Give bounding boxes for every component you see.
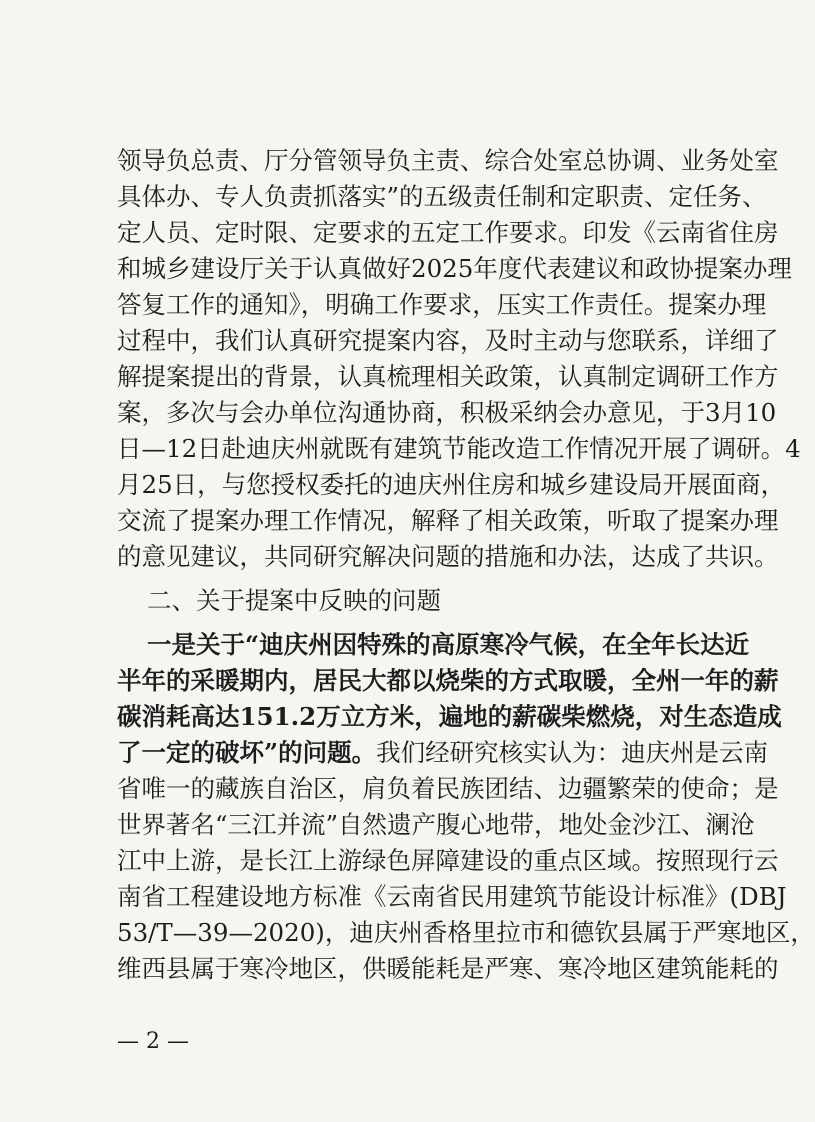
mixed-line xyxy=(117,736,769,770)
bold-line-1: 一是关于“迪庆州因特殊的高原寒冷气候，在全年长达近 xyxy=(147,630,750,659)
body-line-3: 定人员、定时限、定要求的五定工作要求。印发《云南省住房 xyxy=(117,218,779,247)
body-line-11: 交流了提案办理工作情况，解释了相关政策，听取了提案办理 xyxy=(117,506,779,535)
tail-line-6: 维西县属于寒冷地区，供暖能耗是严寒、寒冷地区建筑能耗的 xyxy=(117,954,779,983)
mixed-line-bold: 了一定的破坏”的问题。 xyxy=(117,738,377,767)
tail-line-3: 江中上游，是长江上游绿色屏障建设的重点区域。按照现行云 xyxy=(117,846,779,875)
body-line-4: 和城乡建设厅关于认真做好2025年度代表建议和政协提案办理 xyxy=(117,254,792,283)
body-line-10: 月25日，与您授权委托的迪庆州住房和城乡建设局开展面商， xyxy=(117,470,786,499)
tail-line-4: 南省工程建设地方标准《云南省民用建筑节能设计标准》(DBJ xyxy=(117,882,787,911)
body-line-8: 案，多次与会办单位沟通协商，积极采纳会办意见，于3月10 xyxy=(117,398,777,427)
body-line-2: 具体办、专人负责抓落实”的五级责任制和定职责、定任务、 xyxy=(117,182,767,211)
body-line-9: 日—12日赴迪庆州就既有建筑节能改造工作情况开展了调研。4 xyxy=(117,434,801,463)
tail-line-1: 省唯一的藏族自治区，肩负着民族团结、边疆繁荣的使命；是 xyxy=(117,774,779,803)
body-line-6: 过程中，我们认真研究提案内容，及时主动与您联系，详细了 xyxy=(117,326,779,355)
tail-line-2: 世界著名“三江并流”自然遗产腹心地带，地处金沙江、澜沧 xyxy=(117,810,755,839)
tail-line-5: 53/T—39—2020)，迪庆州香格里拉市和德钦县属于严寒地区， xyxy=(117,918,815,947)
body-line-7: 解提案提出的背景，认真梳理相关政策，认真制定调研工作方 xyxy=(117,362,779,391)
section-heading: 二、关于提案中反映的问题 xyxy=(147,586,441,615)
body-line-1: 领导负总责、厅分管领导负主责、综合处室总协调、业务处室 xyxy=(117,146,779,175)
page-number: — 2 — xyxy=(117,1029,189,1054)
mixed-line-normal: 我们经研究核实认为：迪庆州是云南 xyxy=(376,738,769,767)
bold-line-2: 半年的采暖期内，居民大都以烧柴的方式取暖，全州一年的薪 xyxy=(117,666,779,695)
body-line-12: 的意见建议，共同研究解决问题的措施和办法，达成了共识。 xyxy=(117,542,779,571)
body-line-5: 答复工作的通知》，明确工作要求，压实工作责任。提案办理 xyxy=(117,290,767,319)
bold-line-3: 碳消耗高达151.2万立方米，遍地的薪碳柴燃烧，对生态造成 xyxy=(117,702,782,731)
